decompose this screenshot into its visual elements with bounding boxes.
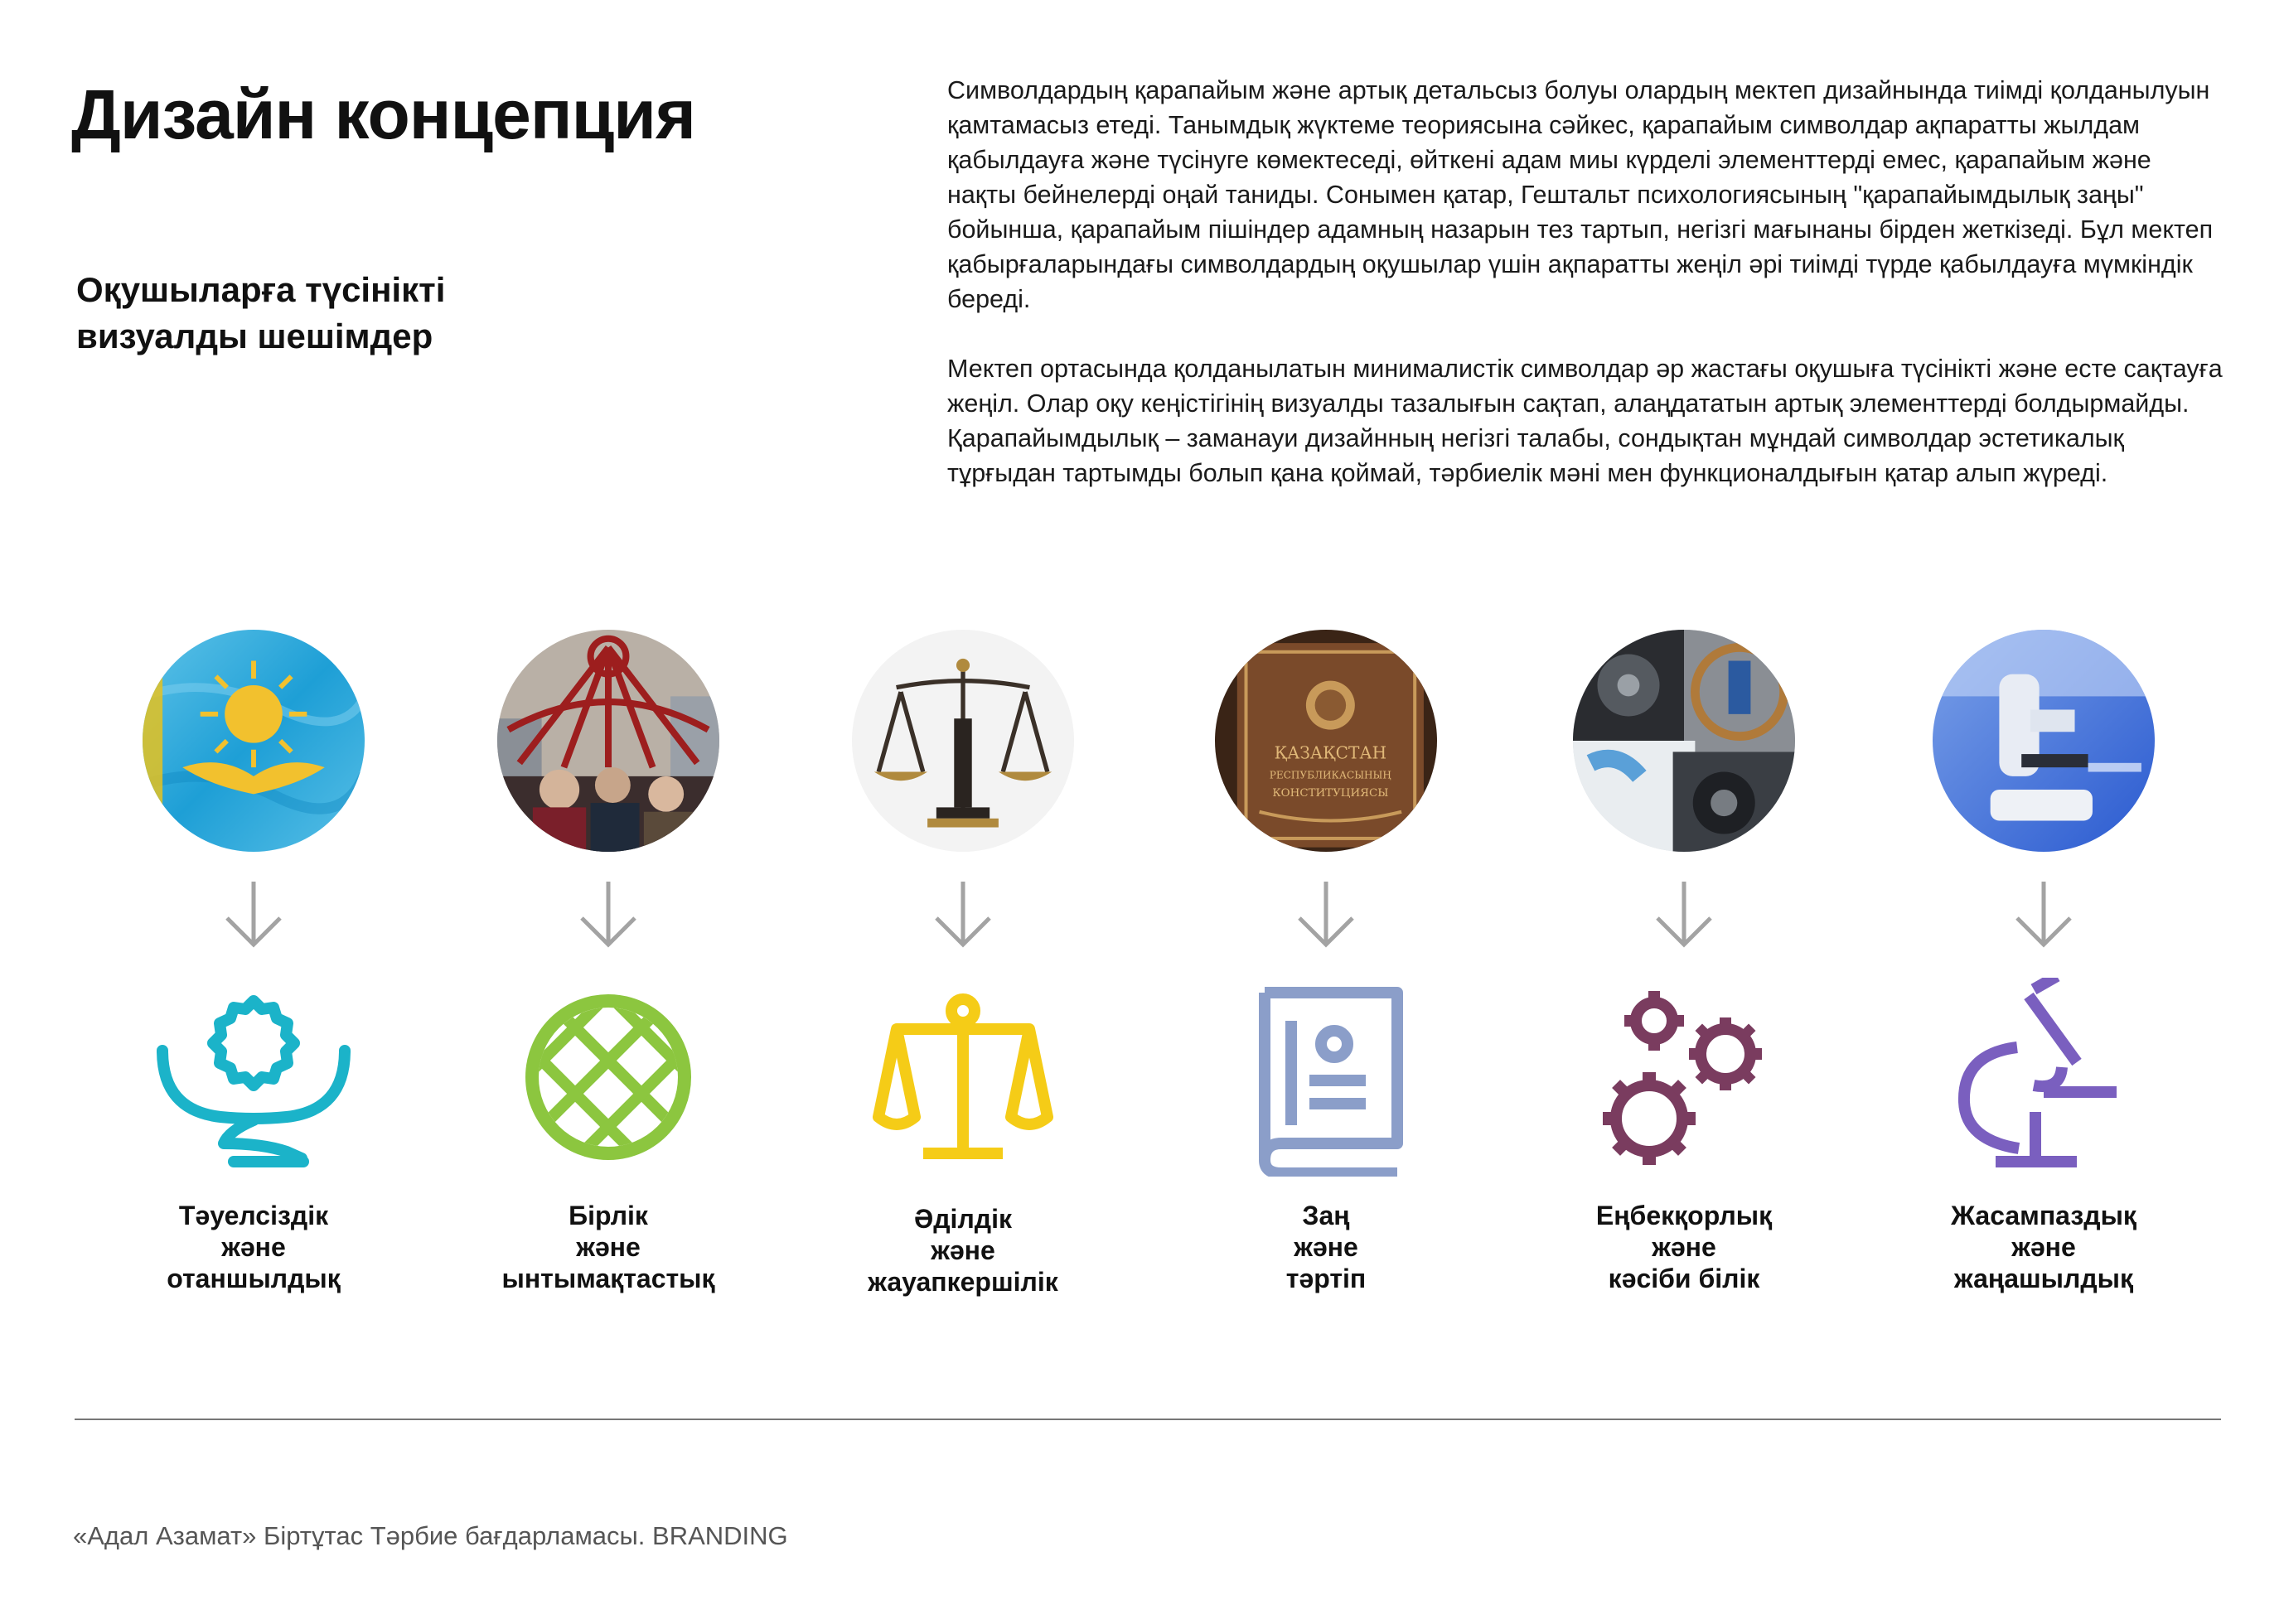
subtitle-line-2: визуалды шешімдер (76, 317, 433, 355)
value-label-line: Заң (1302, 1201, 1350, 1230)
value-label-line: Бірлік (569, 1201, 648, 1230)
gears-icon (1585, 978, 1783, 1177)
scales-photo (852, 630, 1074, 852)
arrow-down-icon (930, 878, 996, 950)
page-title: Дизайн концепция (71, 75, 695, 153)
value-label-line: ынтымақтастық (501, 1264, 715, 1293)
value-label-line: тәртіп (1285, 1264, 1367, 1293)
book-title-line-2: РЕСПУБЛИКАСЫНЫҢ (1269, 769, 1391, 781)
value-label-line: Жасампаздық (1951, 1201, 2136, 1230)
engineering-collage-image (1573, 630, 1795, 852)
value-label-line: Еңбекқорлық (1595, 1201, 1773, 1230)
value-label (1911, 1200, 2176, 1294)
value-label-line: отаншылдық (167, 1264, 341, 1293)
shanyrak-icon (509, 978, 708, 1177)
arrow-down-icon (575, 878, 641, 950)
value-label-line: және (221, 1232, 286, 1262)
value-label-line: жаңашылдық (1954, 1264, 2133, 1293)
value-label-line: жауапкершілік (868, 1267, 1058, 1297)
golden-scales-image (852, 630, 1074, 852)
value-label-line: және (1294, 1232, 1358, 1262)
footer-caption: «Адал Азамат» Біртұтас Тәрбие бағдарламасы. BRANDING (73, 1521, 788, 1550)
kazakhstan-flag-image (143, 630, 365, 852)
arrow-down-icon (220, 878, 287, 950)
flag-photo (143, 630, 365, 852)
description-paragraph-1: Символдардың қарапайым және артық детальсыз болуы олардың мектеп дизайнында тиімді қолданылуын қамтамасыз етеді. Танымдық жүктеме теориясына сәйкес, қарапайым символдар ақпаратты жылдам қабылдауға және түсінуге көмектеседі, өйткені адам миы күрделі элементтерді емес, қарапайым және нақты бейнелерді оңай таниды. Сонымен қатар, Гештальт психологиясының "қарапайымдылық заңы" бойынша, қарапайым пішіндер адамның назарын тез тартып, негізгі мағынаны бірден жеткізеді. Бұл мектеп қабырғаларындағы символдардың оқушылар үшін ақпаратты жеңіл әрі тиімді түрде қабылдауға мүмкіндік береді. (947, 76, 2214, 313)
value-label (1551, 1200, 1817, 1294)
engineering-photo (1573, 630, 1795, 852)
value-label-line: және (576, 1232, 641, 1262)
value-label (1193, 1200, 1459, 1294)
value-label-line: және (931, 1235, 995, 1265)
arrow-down-icon (2011, 878, 2077, 950)
footer-divider (75, 1419, 2221, 1420)
section-subtitle (76, 267, 540, 360)
value-label-line: және (2011, 1232, 2076, 1262)
description-paragraph-2: Мектеп ортасында қолданылатын минималистік символдар әр жастағы оқушыға түсінікті және есте сақтауға жеңіл. Олар оқу кеңістігінің визуалды тазалығын сақтап, алаңдататын артық элементтерді болдырмайды. Қарапайымдылық – заманауи дизайнның негізгі талабы, сондықтан мұндай символдар эстетикалық тұрғыдан тартымды болып қана қоймай, тәрбиелік мәні мен функционалдығын қатар алып жүреді. (947, 355, 2223, 487)
scales-icon (864, 978, 1062, 1177)
value-label (121, 1200, 386, 1294)
value-label (830, 1203, 1096, 1298)
law-book-icon (1227, 978, 1425, 1177)
microscope-icon (1944, 978, 2143, 1177)
value-label (476, 1200, 741, 1294)
microscope-photo (1933, 630, 2155, 852)
book-title-line-3: КОНСТИТУЦИЯСЫ (1272, 787, 1389, 800)
book-title-line-1: ҚАЗАҚСТАН (1274, 742, 1387, 763)
constitution-book-image (1215, 630, 1437, 852)
arrow-down-icon (1651, 878, 1717, 950)
lab-microscope-image (1933, 630, 2155, 852)
yurt-frame-image (497, 630, 719, 852)
value-label-line: және (1652, 1232, 1716, 1262)
value-label-line: кәсіби білік (1608, 1264, 1760, 1293)
sun-eagle-flag-icon (154, 978, 353, 1177)
value-label-line: Тәуелсіздік (178, 1201, 329, 1230)
arrow-down-icon (1293, 878, 1359, 950)
value-label-line: Әділдік (914, 1204, 1012, 1234)
yurt-people-photo (497, 630, 719, 852)
subtitle-line-1: Оқушыларға түсінікті (76, 270, 446, 309)
constitution-photo (1215, 630, 1437, 852)
description-text (947, 73, 2224, 525)
